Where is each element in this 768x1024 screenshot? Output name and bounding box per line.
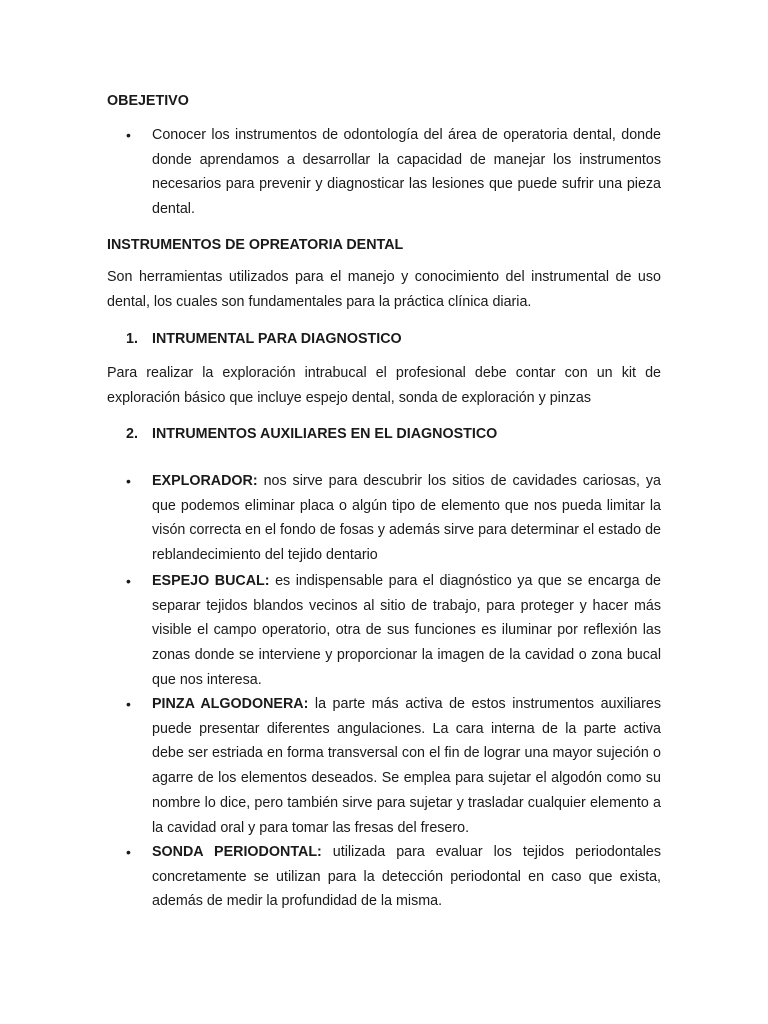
section-2-heading bbox=[107, 424, 497, 444]
bullet-text bbox=[152, 692, 661, 840]
section-1-heading bbox=[107, 329, 402, 349]
section-1-number: 1. bbox=[126, 331, 138, 347]
definition-explorador: nos sirve para descubrir los sitios de cavidades cariosas, ya que podemos eliminar placa o algún tipo de elemento que nos pueda limitar la visón correcta en el fondo de fosas y además sirve para determinar el estado de reblandecimiento del tejido dentario bbox=[152, 473, 661, 564]
definition-espejo-bucal: es indispensable para el diagnóstico ya que se encarga de separar tejidos blandos vecinos al sitio de trabajo, para proteger y hacer más visible el campo operatorio, otra de sus funciones es iluminar por reflexión las zonas donde se interviene y proporcionar la imagen de la cavidad o zona bucal que nos interesa. bbox=[152, 573, 662, 688]
paragraph-instrumentos: Son herramientas utilizados para el manejo y conocimiento del instrumental de uso dental, los cuales son fundamentales para la práctica clínica diaria. bbox=[107, 269, 661, 310]
bullet-icon: • bbox=[126, 473, 131, 489]
bullet-icon: • bbox=[126, 573, 131, 589]
bullet-icon: • bbox=[126, 127, 131, 143]
term-explorador: EXPLORADOR: bbox=[152, 473, 258, 489]
paragraph-section-1: Para realizar la exploración intrabucal el profesional debe contar con un kit de exploración básico que incluye espejo dental, sonda de exploración y pinzas bbox=[107, 365, 661, 406]
list-item-espejo-bucal bbox=[107, 569, 661, 693]
list-item-pinza-algodonera bbox=[107, 692, 661, 840]
bullet-icon: • bbox=[126, 696, 131, 712]
term-pinza-algodonera: PINZA ALGODONERA: bbox=[152, 696, 309, 712]
bullet-text bbox=[152, 840, 661, 914]
section-2-title: INTRUMENTOS AUXILIARES EN EL DIAGNOSTICO bbox=[152, 426, 498, 442]
term-sonda-periodontal: SONDA PERIODONTAL: bbox=[152, 844, 322, 860]
bullet-icon: • bbox=[126, 844, 131, 860]
list-item-explorador bbox=[107, 469, 661, 568]
heading-objetivo: OBEJETIVO bbox=[107, 93, 189, 109]
section-2-number: 2. bbox=[126, 426, 138, 442]
list-item-objetivo bbox=[107, 123, 661, 222]
heading-instrumentos: INSTRUMENTOS DE OPREATORIA DENTAL bbox=[107, 237, 404, 253]
bullet-text bbox=[152, 569, 661, 693]
bullet-text bbox=[152, 469, 661, 568]
list-item-sonda-periodontal bbox=[107, 840, 661, 914]
definition-pinza-algodonera: la parte más activa de estos instrumentos auxiliares puede presentar diferentes angulaciones. La cara interna de la parte activa debe ser estriada en forma transversal con el fin de lograr una mayor sujeción o agarre de los elementos deseados. Se emplea para sujetar el algodón como su nombre lo dice, pero también sirve para sujetar y trasladar cualquier elemento a la cavidad oral y para tomar las fresas del fresero. bbox=[152, 696, 661, 836]
section-1-title: INTRUMENTAL PARA DIAGNOSTICO bbox=[152, 331, 402, 347]
term-espejo-bucal: ESPEJO BUCAL: bbox=[152, 573, 270, 589]
bullet-text: Conocer los instrumentos de odontología del área de operatoria dental, donde donde aprendamos a desarrollar la capacidad de manejar los instrumentos necesarios para prevenir y diagnosticar las lesiones que puede sufrir una pieza dental. bbox=[152, 127, 661, 218]
definition-sonda-periodontal: utilizada para evaluar los tejidos periodontales concretamente se utilizan para la detección periodontal en caso que exista, además de medir la profundidad de la misma. bbox=[152, 844, 661, 910]
